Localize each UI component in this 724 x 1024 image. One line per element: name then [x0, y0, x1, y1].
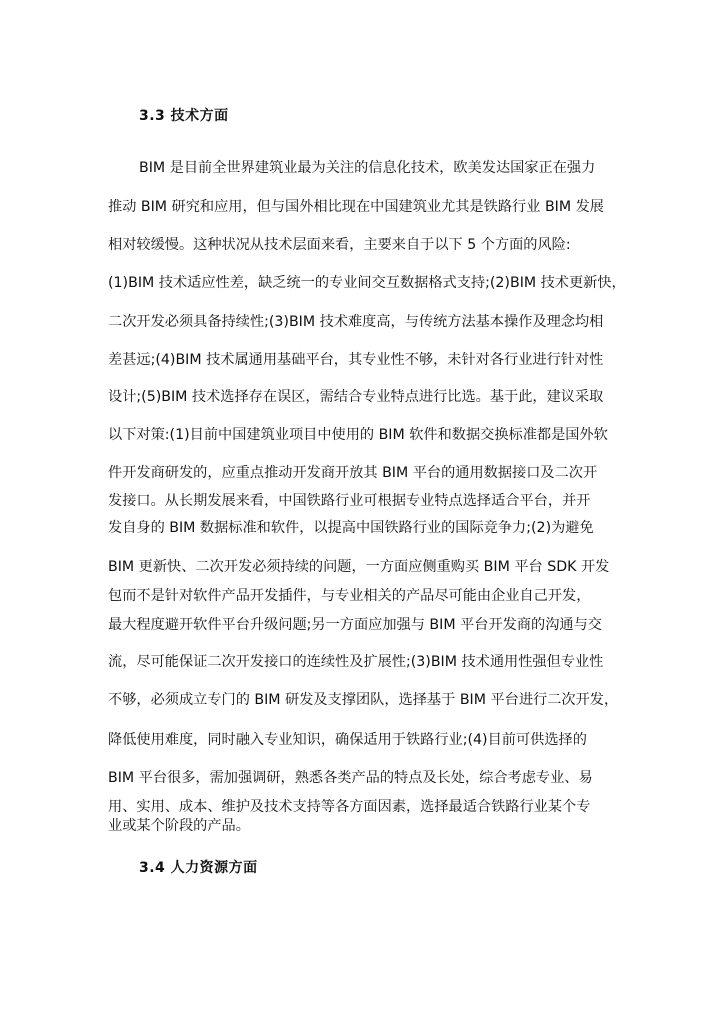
paragraph-line: 流，尽可能保证二次开发接口的连续性及扩展性;(3)BIM 技术通用性强但专业性: [108, 654, 604, 670]
paragraph-line: 发接口。从长期发展来看，中国铁路行业可根据专业特点选择适合平台，并开: [108, 493, 591, 509]
paragraph-line: 业或某个阶段的产品。: [108, 818, 250, 834]
paragraph-line: 以下对策:(1)目前中国建筑业项目中使用的 BIM 软件和数据交换标准都是国外软: [108, 427, 608, 443]
paragraph-line: 包而不是针对软件产品开发插件，与专业相关的产品尽可能由企业自己开发，: [108, 588, 591, 604]
paragraph-line: BIM 是目前全世界建筑业最为关注的信息化技术，欧美发达国家正在强力: [139, 160, 596, 176]
paragraph-line: (1)BIM 技术适应性差，缺乏统一的专业间交互数据格式支持;(2)BIM 技术更新快，: [108, 275, 626, 291]
paragraph-line: 不够，必须成立专门的 BIM 研发及支撑团队，选择基于 BIM 平台进行二次开发，: [108, 692, 619, 708]
paragraph-line: 降低使用难度，同时融入专业知识，确保适用于铁路行业;(4)目前可供选择的: [108, 732, 587, 748]
paragraph-line: 差甚远;(4)BIM 技术属通用基础平台，其专业性不够，未针对各行业进行针对性: [108, 352, 604, 368]
section-heading-3-4: 3.4 人力资源方面: [139, 860, 258, 876]
paragraph-line: 发自身的 BIM 数据标准和软件，以提高中国铁路行业的国际竞争力;(2)为避免: [108, 520, 594, 536]
paragraph-line: 相对较缓慢。这种状况从技术层面来看，主要来自于以下 5 个方面的风险:: [108, 237, 571, 253]
paragraph-line: 推动 BIM 研究和应用，但与国外相比现在中国建筑业尤其是铁路行业 BIM 发展: [108, 199, 604, 215]
paragraph-line: BIM 更新快、二次开发必须持续的问题，一方面应侧重购买 BIM 平台 SDK 开发: [108, 559, 610, 575]
paragraph-line: 用、实用、成本、维护及技术支持等各方面因素，选择最适合铁路行业某个专: [108, 799, 591, 815]
paragraph-line: BIM 平台很多，需加强调研，熟悉各类产品的特点及长处，综合考虑专业、易: [108, 770, 593, 786]
paragraph-line: 设计;(5)BIM 技术选择存在误区，需结合专业特点进行比选。基于此，建议采取: [108, 389, 604, 405]
section-heading-3-3: 3.3 技术方面: [139, 108, 229, 124]
paragraph-line: 二次开发必须具备持续性;(3)BIM 技术难度高，与传统方法基本操作及理念均相: [108, 314, 604, 330]
paragraph-line: 件开发商研发的，应重点推动开发商开放其 BIM 平台的通用数据接口及二次开: [108, 465, 598, 481]
paragraph-line: 最大程度避开软件平台升级问题;另一方面应加强与 BIM 平台开发商的沟通与交: [108, 617, 602, 633]
